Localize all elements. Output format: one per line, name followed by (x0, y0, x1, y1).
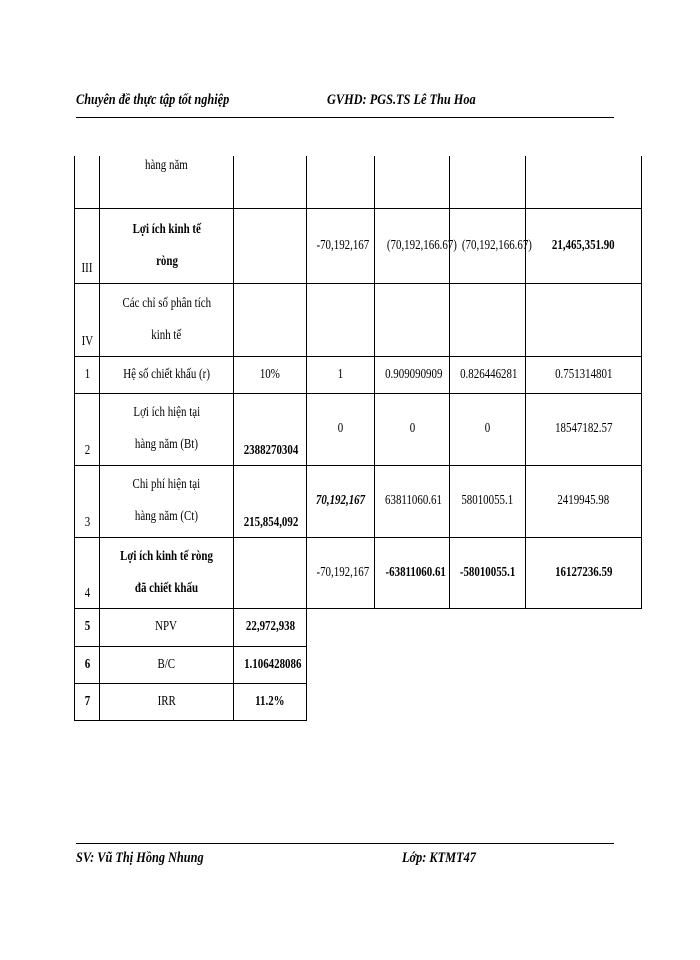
row-label: Lợi ích kinh tế ròng đã chiết khấu (100, 537, 234, 608)
irr-value: 11.2% (234, 683, 307, 720)
table-cell (526, 283, 642, 356)
table-cell (375, 156, 450, 208)
table-row (75, 283, 642, 356)
table-row (75, 608, 642, 646)
value-year-n: 18547182.57 (526, 393, 642, 465)
row-label: NPV (100, 608, 234, 646)
table-row (75, 683, 642, 720)
value-year-2: (70,192,166.67) (375, 208, 450, 283)
row-no: III (75, 208, 100, 283)
value-year-3: 0 (450, 393, 526, 465)
row-no: 5 (75, 608, 100, 646)
value-year-2: 0.909090909 (375, 356, 450, 393)
value-year-3: 0.826446281 (450, 356, 526, 393)
table-row (75, 465, 642, 537)
table-cell (526, 156, 642, 208)
row-label: Chi phí hiện tại hàng năm (Ct) (100, 465, 234, 537)
total-value: 215,854,092 (234, 465, 307, 537)
value-year-2: -63811060.61 (375, 537, 450, 608)
value-year-3: (70,192,166.67) (450, 208, 526, 283)
header-title: Chuyên đề thực tập tốt nghiệp (76, 92, 230, 108)
table-row (75, 393, 642, 465)
footer-rule (76, 843, 614, 844)
value-year-n: 0.751314801 (526, 356, 642, 393)
table-cell (234, 208, 307, 283)
row-label: Các chỉ số phân tích kinh tế (100, 283, 234, 356)
bc-ratio-value: 1.106428086 (234, 646, 307, 683)
table-row (75, 646, 642, 683)
value-year-3: 58010055.1 (450, 465, 526, 537)
table-row (75, 356, 642, 393)
value-year-1: 70,192,167 (307, 465, 375, 537)
row-no (75, 156, 100, 208)
footer-student: SV: Vũ Thị Hồng Nhung (76, 850, 204, 866)
table-cell (450, 156, 526, 208)
value-year-1: 0 (307, 393, 375, 465)
table-row (75, 537, 642, 608)
table-cell (450, 283, 526, 356)
row-no: 3 (75, 465, 100, 537)
row-label: hàng năm (100, 156, 234, 208)
row-no: 1 (75, 356, 100, 393)
header-rule (76, 117, 614, 120)
value-year-2: 63811060.61 (375, 465, 450, 537)
row-no: IV (75, 283, 100, 356)
row-no: 7 (75, 683, 100, 720)
header-advisor: GVHD: PGS.TS Lê Thu Hoa (327, 92, 476, 108)
value-year-1: -70,192,167 (307, 208, 375, 283)
discount-rate: 10% (234, 356, 307, 393)
value-year-n: 2419945.98 (526, 465, 642, 537)
row-label: Lợi ích kinh tế ròng (100, 208, 234, 283)
table-cell (234, 537, 307, 608)
row-label: IRR (100, 683, 234, 720)
row-no: 4 (75, 537, 100, 608)
row-label: Hệ số chiết khấu (r) (100, 356, 234, 393)
table-cell (234, 156, 307, 208)
table-cell (307, 156, 375, 208)
table-cell (307, 283, 375, 356)
row-no: 2 (75, 393, 100, 465)
value-year-n: 16127236.59 (526, 537, 642, 608)
value-year-1: -70,192,167 (307, 537, 375, 608)
value-year-3: -58010055.1 (450, 537, 526, 608)
table-cell (375, 283, 450, 356)
table-row (75, 156, 642, 208)
footer-class: Lớp: KTMT47 (402, 850, 476, 866)
value-year-2: 0 (375, 393, 450, 465)
npv-value: 22,972,938 (234, 608, 307, 646)
value-year-1: 1 (307, 356, 375, 393)
row-label: Lợi ích hiện tại hàng năm (Bt) (100, 393, 234, 465)
row-no: 6 (75, 646, 100, 683)
table-cell (234, 283, 307, 356)
row-label: B/C (100, 646, 234, 683)
economic-analysis-table (74, 156, 642, 721)
total-value: 2388270304 (234, 393, 307, 465)
value-year-n: 21,465,351.90 (526, 208, 642, 283)
table-row (75, 208, 642, 283)
